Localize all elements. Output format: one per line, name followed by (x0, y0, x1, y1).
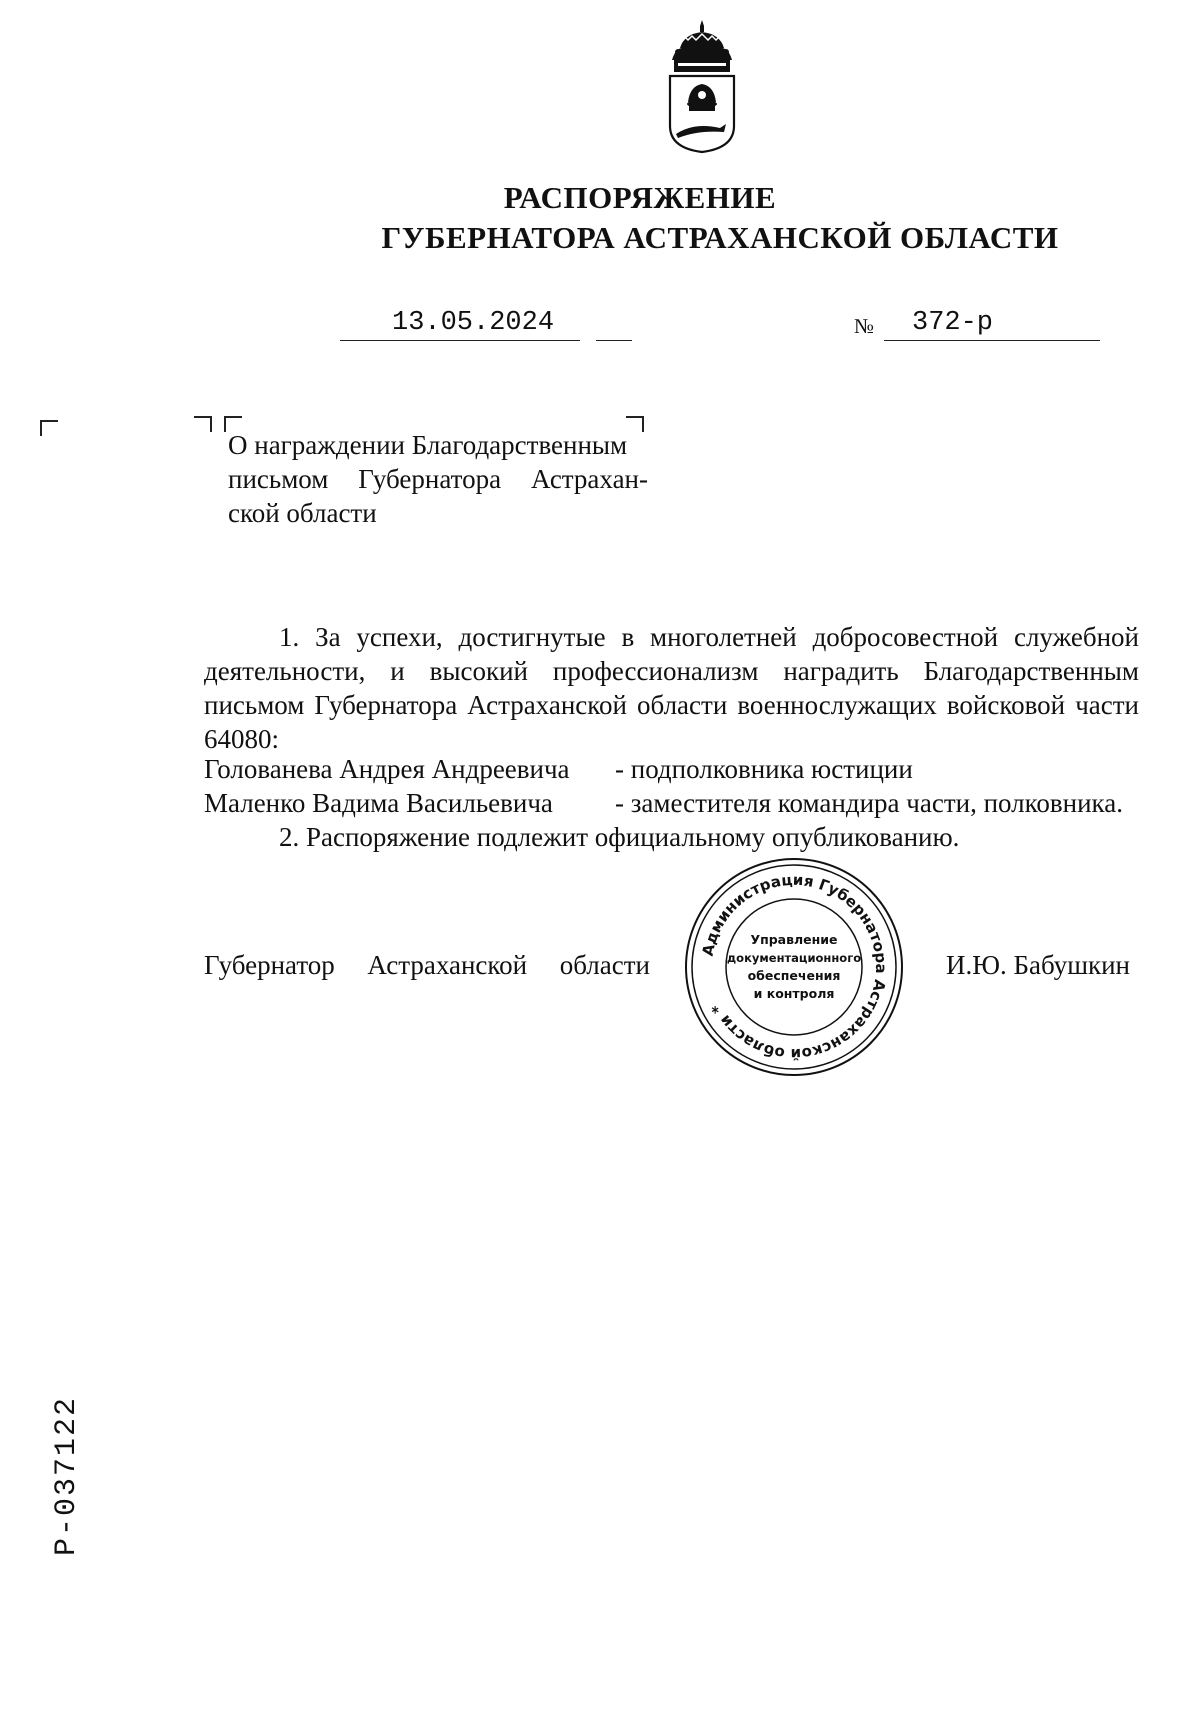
document-heading-type: РАСПОРЯЖЕНИЕ (503, 180, 777, 215)
stamp-center-line: обеспечения (747, 968, 841, 983)
stamp-ring-text: Администрация Губернатора Астраханской области * (698, 870, 891, 1064)
awardee-position: - заместителя командира части, полковника. (615, 788, 1123, 818)
signatory-title-word: Губернатор (204, 950, 335, 980)
registration-number-text: Р-037122 (50, 1395, 84, 1556)
coat-of-arms-emblem (664, 18, 740, 156)
signatory-title-word: области (559, 950, 650, 980)
signatory-name: И.Ю. Бабушкин (946, 950, 1131, 980)
paragraph-award: 1. За успехи, достигнутые в многолетней добросовестной служебной деятельности, и высокий профессионализм наградить Благодарственным письмом Губернатора Астраханской области военнослужащих войсковой части 64080: (204, 622, 1139, 754)
subject-line-1: О награждении Благодарственным (228, 430, 628, 460)
awardee-position: - подполковника юстиции (615, 754, 913, 784)
margin-corner-mark (40, 420, 58, 436)
number-sign: № (854, 314, 875, 338)
subject-line-2: письмом Губернатора Астрахан- (228, 464, 648, 494)
date-underline (340, 340, 580, 341)
stamp-center-line: документационного (726, 951, 862, 965)
awardee-name: Голованева Андрея Андреевича (204, 754, 570, 784)
date-underline-tail (596, 340, 632, 341)
official-seal-stamp (683, 856, 905, 1078)
awardee-name: Маленко Вадима Васильевича (204, 788, 553, 818)
stamp-center-line: и контроля (753, 986, 835, 1001)
subject-bracket-outer-left (194, 416, 212, 432)
document-heading-authority: ГУБЕРНАТОРА АСТРАХАНСКОЙ ОБЛАСТИ (381, 220, 1059, 255)
subject-line-3: ской области (228, 498, 377, 528)
registration-number (28, 1360, 88, 1560)
number-underline (884, 340, 1100, 341)
document-number: 372-р (912, 308, 994, 338)
paragraph-publication: 2. Распоряжение подлежит официальному опубликованию. (279, 822, 960, 852)
signatory-title (204, 948, 650, 982)
subject-block (228, 428, 648, 530)
signatory-title-word: Астраханской (367, 950, 528, 980)
document-date: 13.05.2024 (392, 308, 555, 338)
crown-shield-icon (664, 18, 740, 156)
stamp-center-line: Управление (750, 932, 838, 947)
